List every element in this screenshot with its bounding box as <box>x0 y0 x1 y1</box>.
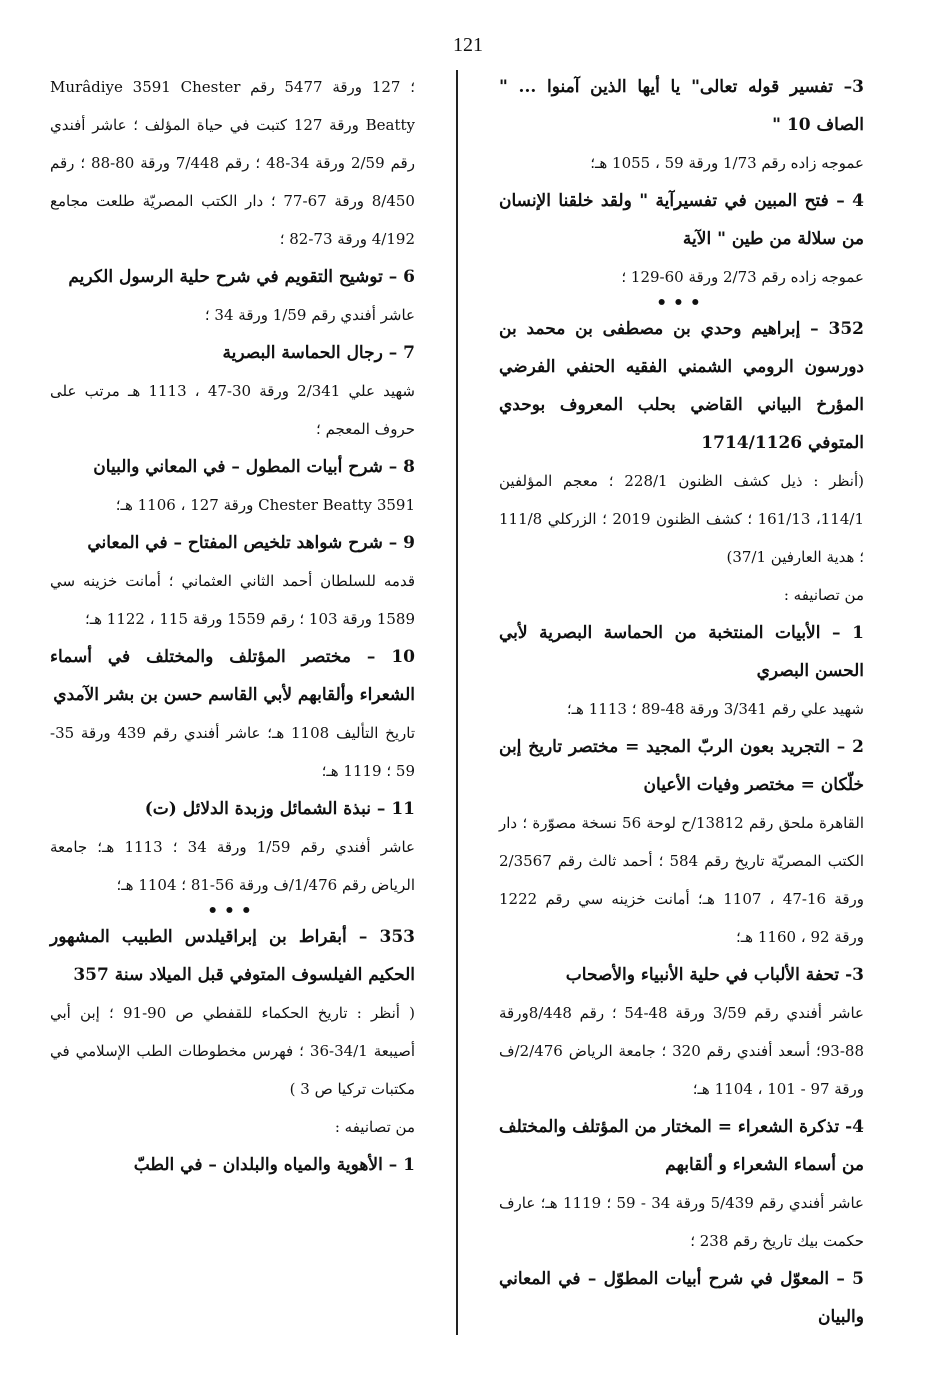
left-column <box>50 68 415 1184</box>
manuscript-reference: 3591 Chester Beatty ورقة 127 ، 1106 هـ؛ <box>115 496 415 514</box>
entry-title: 5 – المعوّل في شرح أبيات المطوّل – في المعاني والبيان <box>499 1269 864 1327</box>
manuscript-reference: عاشر أفندي رقم 3/59 ورقة 48-54 ؛ رقم 8/448ورقة 88-93؛ أسعد أفندي رقم 320 ؛ جامعة الرياض 2/476/ف ورقة 97 - 101 ، 1104 هـ؛ <box>499 1004 865 1098</box>
entry-title: 1 – الأهوية والمياه والبلدان – في الطبّ <box>133 1155 415 1175</box>
entry-title: 1 – الأبيات المنتخبة من الحماسة البصرية لأبي الحسن البصري <box>499 623 864 681</box>
manuscript-reference: قدمه للسلطان أحمد الثاني العثماني ؛ أمانت خزينه سي 1589 ورقة 103 ؛ رقم 1559 ورقة 115 ، 1122 هـ؛ <box>50 572 415 628</box>
manuscript-reference: عاشر أفندي رقم 1/59 ورقة 34 ؛ <box>204 306 415 324</box>
biography-sources: ( أنظر : تاريخ الحكماء للقفطي ص 90-91 ؛ إبن أبي أصيبعة 34/1-36 ؛ فهرس مخطوطات الطب الإسلامي في مكتبات تركيا ص 3 ) <box>50 1004 415 1098</box>
entry-title: 2 – التجريد بعون الربّ المجيد = مختصر تاريخ إبن خلّكان = مختصر وفيات الأعيان <box>499 737 864 795</box>
section-separator: ••• <box>656 293 707 313</box>
entry-title: 8 – شرح أبيات المطول – في المعاني والبيان <box>93 457 415 477</box>
manuscript-reference: القاهرة ملحق رقم 13812/ح لوحة 56 نسخة مصوّرة ؛ دار الكتب المصريّة تاريخ رقم 584 ؛ أحمد ثالث رقم 2/3567 ورقة 16-47 ، 1107 هـ؛ أمانت خزينه سي رقم 1222 ورقة 92 ، 1160 هـ؛ <box>499 814 865 946</box>
right-column <box>499 68 864 1336</box>
entry-title: 6 – توشيح التقويم في شرح حلية الرسول الكريم <box>68 267 415 287</box>
column-divider <box>456 70 458 1335</box>
manuscript-reference: شهيد علي رقم 3/341 ورقة 48-89 ؛ 1113 هـ؛ <box>566 700 864 718</box>
author-heading: 352 – إبراهيم وحدي بن مصطفى بن محمد بن دورسون الرومي الشمني الفقيه الحنفي الفرضي المؤرخ البياني القاضي بحلب المعروف بوحدي المتوفي 1714/1126 <box>499 319 864 453</box>
entry-title: 3- تحفة الألباب في حلية الأنبياء والأصحاب <box>565 965 864 985</box>
entry-title: 11 – نبذة الشمائل وزبدة الدلائل (ت) <box>144 799 415 819</box>
page-number: 121 <box>453 34 483 56</box>
works-label: من تصانيفه : <box>783 586 864 604</box>
entry-title: 4- تذكرة الشعراء = المختار من المؤتلف والمختلف من أسماء الشعراء و ألقابهم <box>499 1117 864 1175</box>
section-separator: ••• <box>207 901 258 921</box>
manuscript-reference: عموجه زاده رقم 1/73 ورقة 59 ، 1055 هـ؛ <box>590 154 864 172</box>
entry-title: 10 – مختصر المؤتلف والمختلف في أسماء الشعراء وألقابهم لأبي القاسم حسن بن بشر الآمدي <box>50 647 415 705</box>
entry-title: 7 – رجال الحماسة البصرية <box>222 343 415 363</box>
entry-title: 4 – فتح المبين في تفسيرآية " ولقد خلقنا الإنسان من سلالة من طين " الآية <box>499 191 864 249</box>
biography-sources: (أنظر : ذيل كشف الظنون 228/1 ؛ معجم المؤلفين 114/1، 161/13 ؛ كشف الظنون 2019 ؛ الزركلي 111/8 ؛ هدية العارفين 37/1) <box>499 472 864 566</box>
manuscript-reference: تاريخ التأليف 1108 هـ؛ عاشر أفندي رقم 439 ورقة 35-59 ؛ 1119 هـ؛ <box>50 724 415 780</box>
entry-title: 3– تفسير قوله تعالى" يا أيها الذين آمنوا ... " الصاف 10 " <box>499 77 864 135</box>
works-label: من تصانيفه : <box>334 1118 415 1136</box>
manuscript-reference: عموجه زاده رقم 2/73 ورقة 60-129 ؛ <box>621 268 864 286</box>
entry-title: 9 – شرح شواهد تلخيص المفتاح – في المعاني <box>87 533 415 553</box>
author-heading: 353 – أبقراط بن إبراقيلدس الطبيب المشهور الحكيم الفيلسوف المتوفي قبل الميلاد سنة 357 <box>50 927 415 985</box>
manuscript-reference: ؛ 127 ورقة 5477 رقم Murâdiye 3591 Chester Beatty ورقة 127 كتبت في حياة المؤلف ؛ عاشر أفندي رقم 2/59 ورقة 34-48 ؛ رقم 7/448 ورقة 80-88 ؛ رقم 8/450 ورقة 67-77 ؛ دار الكتب المصريّة طلعت مجامع 4/192 ورقة 73-82 ؛ <box>50 78 415 248</box>
manuscript-reference: عاشر أفندي رقم 1/59 ورقة 34 ؛ 1113 هـ؛ جامعة الرياض رقم 1/476/ف ورقة 56-81 ؛ 1104 هـ؛ <box>50 838 415 894</box>
manuscript-reference: شهيد علي 2/341 ورقة 30-47 ، 1113 هـ مرتب على حروف المعجم ؛ <box>50 382 415 438</box>
manuscript-reference: عاشر أفندي رقم 5/439 ورقة 34 - 59 ؛ 1119 هـ؛ عارف حكمت بيك تاريخ رقم 238 ؛ <box>499 1194 864 1250</box>
